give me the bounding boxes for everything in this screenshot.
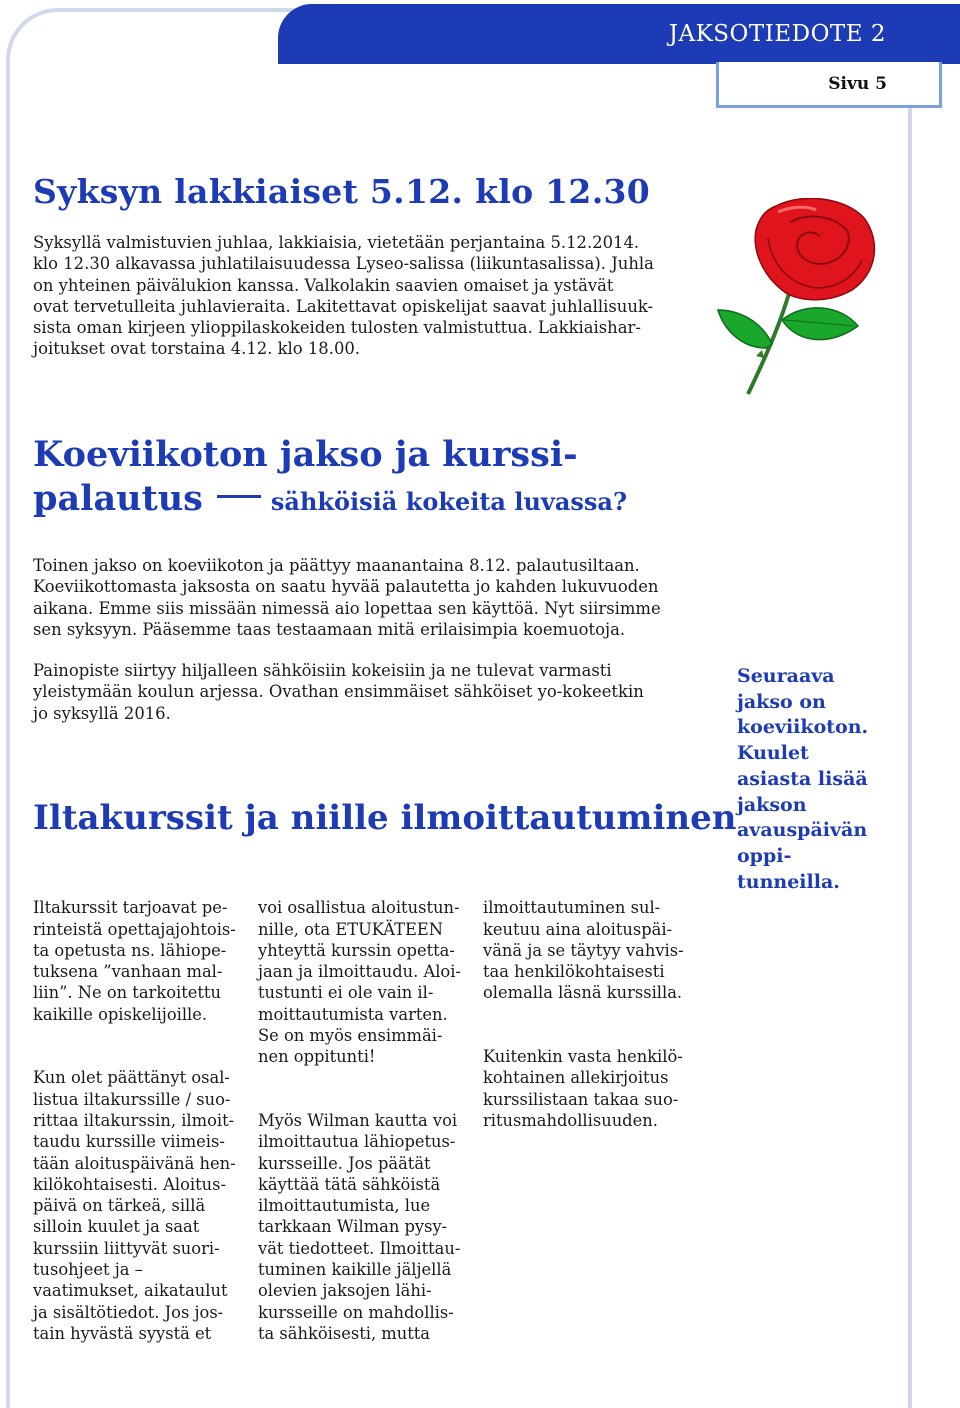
column-paragraph: Iltakurssit tarjoavat pe- rinteistä opettajajohtois- ta opetusta ns. lähiope- tuksena ”vanhaan mal- liin”. Ne on tarkoitettu kaikille opiskelijoille.	[33, 898, 236, 1024]
koeviikoton-body-2: Painopiste siirtyy hiljalleen sähköisiin kokeisiin ja ne tulevat varmasti yleistymään koulun arjessa. Ovathan ensimmäiset sähköiset yo-kokeetkin jo syksyllä 2016.	[33, 661, 644, 723]
lakkiaiset-heading: Syksyn lakkiaiset 5.12. klo 12.30	[33, 172, 650, 211]
rose-stem-thorn	[756, 350, 764, 358]
iltakurssit-column-2	[258, 876, 468, 1387]
iltakurssit-column-1	[33, 876, 243, 1387]
lakkiaiset-body: Syksyllä valmistuvien juhlaa, lakkiaisia, vietetään perjantaina 5.12.2014. klo 12.30 alkavassa juhlatilaisuudessa Lyseo-salissa (liikuntasalissa). Juhla on yhteinen päivälukion kanssa. Valkolakin saavien omaiset ja ystävät ovat tervetulleita juhlavieraita. Lakitettavat opiskelijat saavat juhlallisuuk- sista oman kirjeen ylioppilaskokeiden tulosten valmistuttua. Lakkiaishar- joitukset ovat torstaina 4.12. klo 18.00.	[33, 233, 654, 359]
column-paragraph: Myös Wilman kautta voi ilmoittautua lähiopetus- kursseille. Jos päätät käyttää tätä sähköistä ilmoittautumista, lue tarkkaan Wilman pysy- vät tiedotteet. Ilmoittau- tuminen kaikille jäljellä olevien jaksojen lähi- kursseille on mahdollis- ta sähköisesti, mutta	[258, 1110, 461, 1343]
heading-dash	[217, 495, 261, 498]
header-banner	[278, 4, 960, 64]
koeviikoton-heading-line2	[33, 478, 627, 519]
page-number: Sivu 5	[828, 73, 887, 94]
iltakurssit-column-3	[483, 876, 703, 1174]
koeviikoton-subheading: sähköisiä kokeita luvassa?	[270, 487, 628, 516]
rose-image	[712, 198, 892, 398]
page-number-box	[716, 62, 942, 108]
koeviikoton-body-1: Toinen jakso on koeviikoton ja päättyy maanantaina 8.12. palautusiltaan. Koeviikottomasta jaksosta on saatu hyvää palautetta jo kahden lukuvuoden aikana. Emme siis missään nimessä aio lopettaa sen käyttöä. Nyt siirsimme sen syksyyn. Pääsemme taas testaamaan mitä erilaisimpia koemuotoja.	[33, 556, 661, 639]
koeviikoton-heading-word: palautus	[33, 478, 203, 519]
newsletter-title: JAKSOTIEDOTE 2	[668, 21, 886, 47]
column-paragraph: voi osallistua aloitustun- nille, ota ETUKÄTEEN yhteyttä kurssin opetta- jaan ja ilmoittaudu. Aloi- tustunti ei ole vain il- moittautumista varten. Se on myös ensimmäi- nen oppitunti!	[258, 898, 461, 1067]
sidebar-note: Seuraava jakso on koeviikoton. Kuulet asiasta lisää jakson avauspäivän oppi- tunneilla.	[737, 665, 869, 893]
iltakurssit-heading: Iltakurssit ja niille ilmoittautuminen	[33, 798, 737, 838]
koeviikoton-heading: Koeviikoton jakso ja kurssi-	[33, 434, 578, 475]
rose-bloom	[755, 198, 874, 299]
column-paragraph: ilmoittautuminen sul- keutuu aina aloituspäi- vänä ja se täytyy vahvis- taa henkilökohtaisesti olemalla läsnä kurssilla.	[483, 898, 684, 1003]
rose-leaf-right	[782, 308, 858, 340]
rose-leaf-left	[718, 310, 772, 348]
column-paragraph: Kuitenkin vasta henkilö- kohtainen allekirjoitus kurssilistaan takaa suo- ritusmahdollisuuden.	[483, 1047, 683, 1130]
column-paragraph: Kun olet päättänyt osal- listua iltakurssille / suo- rittaa iltakurssin, ilmoit- taudu kurssille viimeis- tään aloituspäivänä hen- kilökohtaisesti. Aloitus- päivä on tärkeä, sillä silloin kuulet ja saat kurssiin liittyvät suori- tusohjeet ja – vaatimukset, aikataulut ja sisältötiedot. Jos jos- tain hyvästä syystä et	[33, 1068, 236, 1343]
